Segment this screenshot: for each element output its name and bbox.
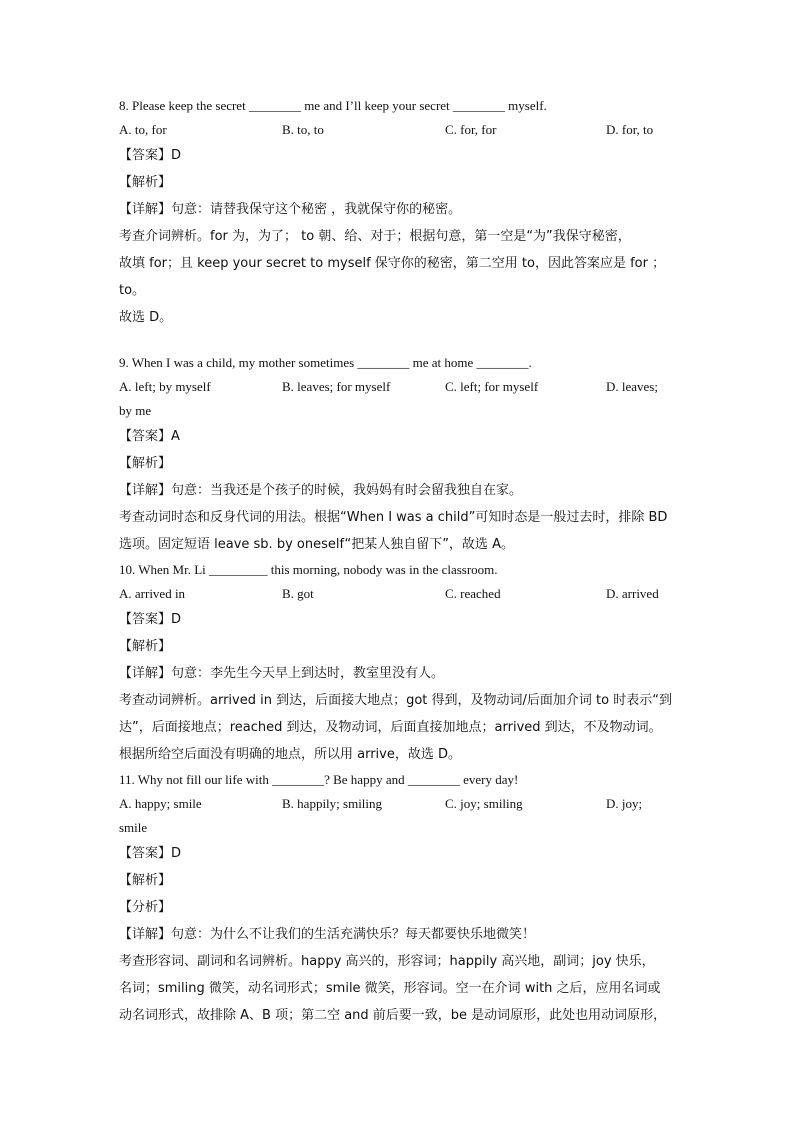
option-d: D. leaves; xyxy=(606,379,658,394)
question-9 xyxy=(119,351,679,558)
explanation-line: 故填 for；且 keep your secret to myself 保守你的秘密，第二空用 to，因此答案应是 for ；to。 xyxy=(119,256,666,298)
question-11-options xyxy=(119,792,679,816)
analysis-label: 【解析】 xyxy=(119,175,172,190)
analysis-label: 【解析】 xyxy=(119,456,172,471)
question-11 xyxy=(119,768,679,1029)
explanation-line: 根据所给空后面没有明确的地点，所以用 arrive，故选 D。 xyxy=(119,747,462,762)
explanation-line: 名词；smiling 微笑，动名词形式；smile 微笑，形容词。空一在介词 with 之后，应用名词或 xyxy=(119,981,661,996)
option-c: C. left; for myself xyxy=(445,379,539,394)
option-a: A. arrived in xyxy=(119,586,186,601)
option-a: A. left; by myself xyxy=(119,379,211,394)
document-content xyxy=(119,94,679,1029)
explanation-line: 考查形容词、副词和名词辨析。happy 高兴的，形容词；happily 高兴地，副词；joy 快乐， xyxy=(119,954,655,969)
answer-label: 【答案】A xyxy=(119,429,180,444)
option-d: D. joy; xyxy=(606,796,643,811)
explanation-line: 达”，后面接地点；reached 到达，及物动词，后面直接加地点；arrived 到达，不及物动词。 xyxy=(119,720,662,735)
option-d-continued: smile xyxy=(119,820,148,835)
question-10-options xyxy=(119,582,679,606)
analysis-label: 【解析】 xyxy=(119,873,172,888)
question-8-options xyxy=(119,118,679,142)
explanation-line: 考查动词辨析。arrived in 到达，后面接大地点；got 得到，及物动词/后面加介词 to 时表示“到 xyxy=(119,693,672,708)
detail-text: 【详解】句意：请替我保守这个秘密 ，我就保守你的秘密。 xyxy=(119,202,462,217)
detail-text: 【详解】句意：为什么不让我们的生活充满快乐？每天都要快乐地微笑！ xyxy=(119,927,536,942)
option-c: C. reached xyxy=(445,586,501,601)
detail-text: 【详解】句意：当我还是个孩子的时候，我妈妈有时会留我独自在家。 xyxy=(119,483,523,498)
option-b: B. happily; smiling xyxy=(282,796,383,811)
question-10-stem: 10. When Mr. Li _________ this morning, nobody was in the classroom. xyxy=(119,562,498,577)
explanation-line: 选项。固定短语 leave sb. by oneself“把某人独自留下”，故选 A。 xyxy=(119,537,514,552)
option-c: C. joy; smiling xyxy=(445,796,523,811)
question-8 xyxy=(119,94,679,331)
question-8-stem: 8. Please keep the secret ________ me and I’ll keep your secret ________ myself. xyxy=(119,98,547,113)
analysis-label: 【解析】 xyxy=(119,639,172,654)
answer-label: 【答案】D xyxy=(119,148,182,163)
explanation-line: 动名词形式，故排除 A、B 项；第二空 and 前后要一致，be 是动词原形，此处也用动词原形， xyxy=(119,1008,667,1023)
answer-label: 【答案】D xyxy=(119,846,182,861)
option-b: B. leaves; for myself xyxy=(282,379,391,394)
option-b: B. to, to xyxy=(282,122,324,137)
detail-text: 【详解】句意：李先生今天早上到达时，教室里没有人。 xyxy=(119,666,445,681)
fenxi-label: 【分析】 xyxy=(119,900,172,915)
option-c: C. for, for xyxy=(445,122,497,137)
explanation-line: 考查介词辨析。for 为，为了； to 朝、给、对于；根据句意，第一空是“为”我保守秘密， xyxy=(119,229,631,244)
option-a: A. happy; smile xyxy=(119,796,202,811)
question-10 xyxy=(119,558,679,768)
explanation-line: 故选 D。 xyxy=(119,310,173,325)
option-d-continued: by me xyxy=(119,403,152,418)
option-d: D. arrived xyxy=(606,586,659,601)
spacer xyxy=(119,331,679,351)
question-11-stem: 11. Why not fill our life with ________? Be happy and ________ every day! xyxy=(119,772,519,787)
question-9-options xyxy=(119,375,679,399)
option-b: B. got xyxy=(282,586,314,601)
option-a: A. to, for xyxy=(119,122,167,137)
question-9-stem: 9. When I was a child, my mother sometimes ________ me at home ________. xyxy=(119,355,532,370)
explanation-line: 考查动词时态和反身代词的用法。根据“When I was a child”可知时态是一般过去时，排除 BD xyxy=(119,510,668,525)
answer-label: 【答案】D xyxy=(119,612,182,627)
option-d: D. for, to xyxy=(606,122,654,137)
